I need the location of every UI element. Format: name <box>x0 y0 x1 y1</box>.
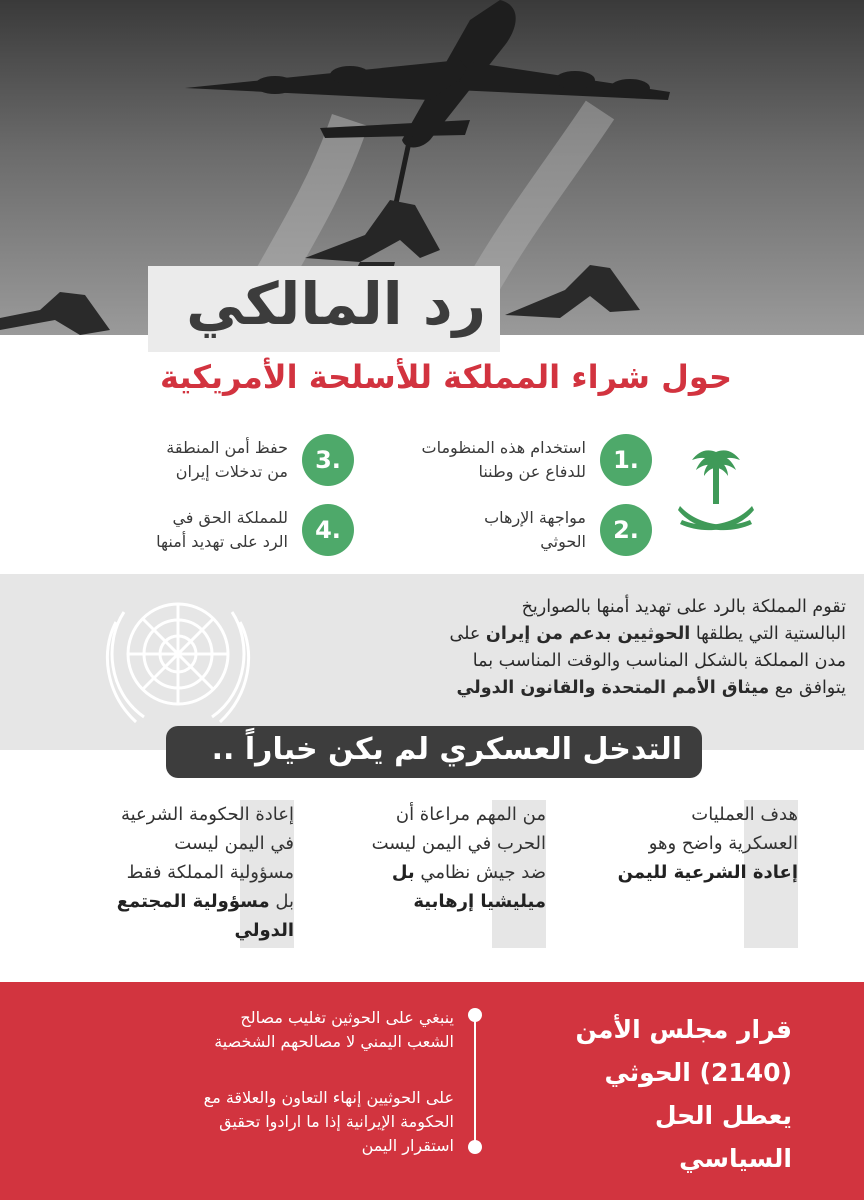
column-middle-line2: الحرب في اليمن ليست <box>371 833 546 854</box>
point-3-line1: حفظ أمن المنطقة <box>166 438 288 457</box>
point-1-number: 1. <box>600 434 652 486</box>
statement-line2-bold: الحوثيين بدعم من إيران <box>485 624 691 644</box>
statement-line-2 <box>290 621 846 648</box>
column-left-line4-bold: مسؤولية المجتمع <box>116 891 270 912</box>
footer-item-1 <box>214 1006 454 1054</box>
footer-item-2-line2: الحكومة الإيرانية إذا ما ارادوا تحقيق <box>219 1112 454 1131</box>
column-right <box>618 800 798 887</box>
column-left <box>117 800 294 945</box>
statement-line2-pre: البالستية التي يطلقها <box>695 624 846 644</box>
statement-text <box>290 594 846 702</box>
column-middle <box>372 800 546 916</box>
statement-line-4 <box>290 675 846 702</box>
point-4-number: 4. <box>302 504 354 556</box>
column-right-line3: إعادة الشرعية لليمن <box>617 862 798 883</box>
saudi-emblem-icon <box>676 446 756 538</box>
footer-item-1-line1: ينبغي على الحوثين تغليب مصالح <box>240 1008 454 1027</box>
footer-title-line4: السياسي <box>679 1144 792 1173</box>
point-4-line1: للمملكة الحق في <box>172 508 288 527</box>
title-box <box>148 266 500 352</box>
point-4-text <box>156 506 288 554</box>
point-2-line1: مواجهة الإرهاب <box>484 508 586 527</box>
column-middle-line3-bold: بل <box>391 862 415 883</box>
column-left-line4-pre: بل <box>275 891 294 912</box>
point-2-line2: الحوثي <box>540 532 586 551</box>
column-right-line2: العسكرية واضح وهو <box>648 833 798 854</box>
column-middle-line3-pre: ضد جيش نظامي <box>420 862 546 883</box>
footer-title <box>532 1008 792 1180</box>
footer-item-2-line1: على الحوثيين إنهاء التعاون والعلاقة مع <box>203 1088 454 1107</box>
point-2-text <box>484 506 586 554</box>
column-left-line5: الدولي <box>234 920 294 941</box>
footer-title-line3: يعطل الحل <box>654 1101 792 1130</box>
column-left-line3: مسؤولية المملكة فقط <box>126 862 294 883</box>
statement-line-1: تقوم المملكة بالرد على تهديد أمنها بالصواريخ <box>521 597 846 617</box>
page-title: رد المالكي <box>186 270 486 338</box>
point-3-line2: من تدخلات إيران <box>175 462 288 481</box>
timeline-dot-2 <box>468 1140 482 1154</box>
point-1-line2: للدفاع عن وطننا <box>478 462 586 481</box>
point-1-text <box>422 436 586 484</box>
page-subtitle: حول شراء المملكة للأسلحة الأمريكية <box>159 358 732 396</box>
column-left-line2: في اليمن ليست <box>174 833 294 854</box>
point-3-text <box>166 436 288 484</box>
point-4-line2: الرد على تهديد أمنها <box>156 532 288 551</box>
statement-line-3: مدن المملكة بالشكل المناسب والوقت المناسب بما <box>472 651 846 671</box>
statement-line4-bold: ميثاق الأمم المتحدة والقانون الدولي <box>456 678 770 698</box>
footer-title-line2: (2140) الحوثي <box>604 1058 792 1087</box>
un-emblem-icon <box>94 582 262 732</box>
column-left-line1: إعادة الحكومة الشرعية <box>120 804 294 825</box>
column-middle-line1: من المهم مراعاة أن <box>395 804 546 825</box>
point-1-line1: استخدام هذه المنظومات <box>421 438 586 457</box>
footer-item-2 <box>204 1086 454 1158</box>
footer-title-line1: قرار مجلس الأمن <box>575 1015 792 1044</box>
statement-line4-pre: يتوافق مع <box>774 678 846 698</box>
point-3-number: 3. <box>302 434 354 486</box>
statement-line2-post: على <box>449 624 481 644</box>
footer-item-1-line2: الشعب اليمني لا مصالحهم الشخصية <box>214 1032 454 1051</box>
column-right-line1: هدف العمليات <box>691 804 798 825</box>
section-banner-text: التدخل العسكري لم يكن خياراً .. <box>211 732 682 767</box>
column-middle-line4: ميليشيا إرهابية <box>413 891 546 912</box>
timeline-dot-1 <box>468 1008 482 1022</box>
timeline-line <box>474 1014 476 1148</box>
point-2-number: 2. <box>600 504 652 556</box>
footer-item-2-line3: استقرار اليمن <box>361 1136 454 1155</box>
section-banner <box>166 726 702 778</box>
